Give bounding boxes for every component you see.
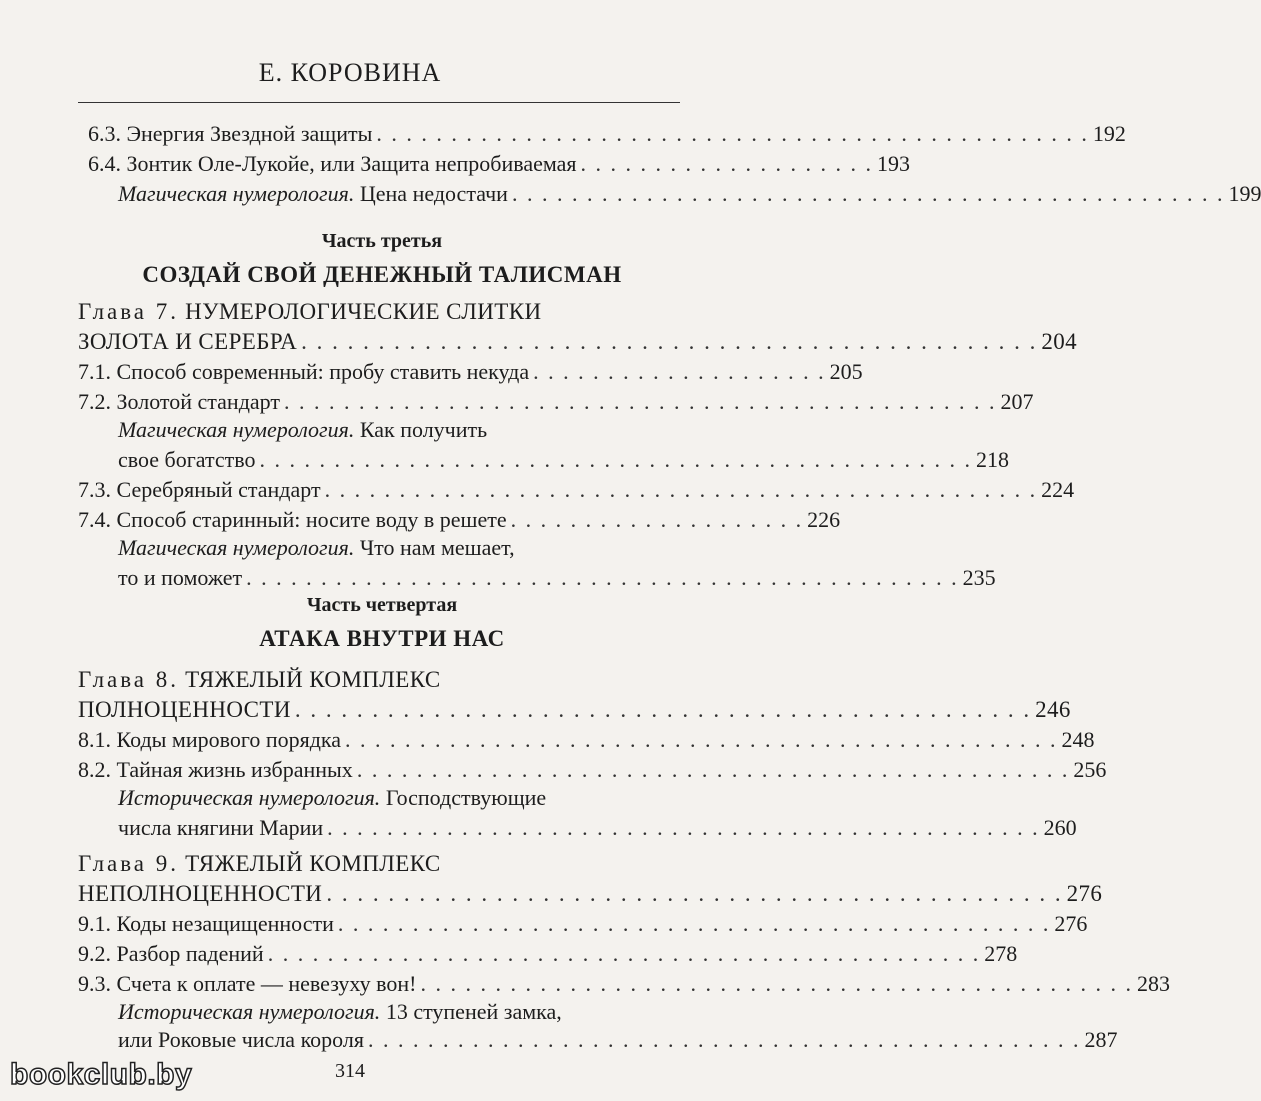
toc-entry-hist-9-cont: или Роковые числа короля . . . . . . . . . . . . . . . . . . . . . . . . . . . . . . . . . . . . . . . . . . . . . . . . 287 xyxy=(78,1024,686,1056)
part-label: Часть третья xyxy=(321,230,443,252)
chapter-8-heading: Глава 8. ТЯЖЕЛЫЙ КОМПЛЕКС xyxy=(78,667,441,692)
toc-entry-7-1: 7.1. Способ современный: пробу ставить некуда . . . . . . . . . . . . . . . . . . . . 205 xyxy=(78,356,686,388)
toc-entry-hist-8: Историческая нумерология. Господствующие xyxy=(118,785,547,810)
toc-entry-9-3: 9.3. Счета к оплате — невезуху вон! . . . . . . . . . . . . . . . . . . . . . . . . . . . . . . . . . . . . . . . . . . . . . . . . 283 xyxy=(78,968,686,1000)
toc-entry-8-1: 8.1. Коды мирового порядка . . . . . . . . . . . . . . . . . . . . . . . . . . . . . . . . . . . . . . . . . . . . . . . . 248 xyxy=(78,724,686,756)
page-ref: 283 xyxy=(1136,971,1170,996)
toc-entry-hist-9: Историческая нумерология. 13 ступеней замка, xyxy=(118,999,562,1024)
dot-leader: . . . . . . . . . . . . . . . . . . . . . . . . . . . . . . . . . . . . . . . . . . . . . . . . xyxy=(420,971,1133,996)
dot-leader: . . . . . . . . . . . . . . . . . . . . . . . . . . . . . . . . . . . . . . . . . . . . . . . . xyxy=(327,815,1040,840)
dot-leader: . . . . . . . . . . . . . . . . . . . . . . . . . . . . . . . . . . . . . . . . . . . . . . . . xyxy=(267,941,981,966)
toc-entry-magic-7a: Магическая нумерология. Как получить xyxy=(118,417,488,442)
dot-leader: . . . . . . . . . . . . . . . . . . . . . . . . . . . . . . . . . . . . . . . . . . . . . . . . xyxy=(345,727,1058,752)
part-title: СОЗДАЙ СВОЙ ДЕНЕЖНЫЙ ТАЛИСМАН xyxy=(142,262,622,287)
dot-leader: . . . . . . . . . . . . . . . . . . . . . . . . . . . . . . . . . . . . . . . . . . . . . . . . xyxy=(367,1027,1081,1052)
page-ref: 278 xyxy=(984,941,1018,966)
toc-entry-hist-8-cont: числа княгини Марии . . . . . . . . . . . . . . . . . . . . . . . . . . . . . . . . . . . . . . . . . . . . . . . . 260 xyxy=(78,812,686,844)
page-number: 314 xyxy=(335,1060,365,1082)
page-ref: 226 xyxy=(807,507,841,532)
header-rule xyxy=(78,102,680,103)
page-ref: 256 xyxy=(1073,757,1107,782)
page-ref: 276 xyxy=(1054,911,1088,936)
page-ref: 192 xyxy=(1092,121,1126,146)
dot-leader: . . . . . . . . . . . . . . . . . . . . . . . . . . . . . . . . . . . . . . . . . . . . . . . . xyxy=(324,477,1038,502)
page-ref: 276 xyxy=(1066,881,1103,906)
toc-entry-7-3: 7.3. Серебряный стандарт . . . . . . . . . . . . . . . . . . . . . . . . . . . . . . . . . . . . . . . . . . . . . . . . 224 xyxy=(78,474,686,506)
chapter-8-heading-cont: ПОЛНОЦЕННОСТИ . . . . . . . . . . . . . . . . . . . . . . . . . . . . . . . . . . . . . . . . . . . . . . . . 246 xyxy=(78,694,686,726)
dot-leader: . . . . . . . . . . . . . . . . . . . . xyxy=(580,151,874,176)
dot-leader: . . . . . . . . . . . . . . . . . . . . xyxy=(533,359,826,384)
toc-entry-7-4: 7.4. Способ старинный: носите воду в решете . . . . . . . . . . . . . . . . . . . . 226 xyxy=(78,504,686,536)
dot-leader: . . . . . . . . . . . . . . . . . . . . . . . . . . . . . . . . . . . . . . . . . . . . . . . . xyxy=(326,881,1063,906)
toc-entry-magic-6: Магическая нумерология. Цена недостачи . . . . . . . . . . . . . . . . . . . . . . . . . . . . . . . . . . . . . . . . . . . . . . . . 199 xyxy=(78,178,686,210)
toc-entry-magic-7a-cont: свое богатство . . . . . . . . . . . . . . . . . . . . . . . . . . . . . . . . . . . . . . . . . . . . . . . . 218 xyxy=(78,444,686,476)
dot-leader: . . . . . . . . . . . . . . . . . . . . . . . . . . . . . . . . . . . . . . . . . . . . . . . . xyxy=(246,565,959,590)
page-ref: 287 xyxy=(1084,1027,1118,1052)
chapter-7-heading: Глава 7. НУМЕРОЛОГИЧЕСКИЕ СЛИТКИ xyxy=(78,299,542,324)
toc-entry-8-2: 8.2. Тайная жизнь избранных . . . . . . . . . . . . . . . . . . . . . . . . . . . . . . . . . . . . . . . . . . . . . . . . 256 xyxy=(78,754,686,786)
toc-entry-9-1: 9.1. Коды незащищенности . . . . . . . . . . . . . . . . . . . . . . . . . . . . . . . . . . . . . . . . . . . . . . . . 276 xyxy=(78,908,686,940)
page-ref: 246 xyxy=(1035,697,1071,722)
dot-leader: . . . . . . . . . . . . . . . . . . . . . . . . . . . . . . . . . . . . . . . . . . . . . . . . xyxy=(301,329,1038,354)
page-ref: 204 xyxy=(1041,329,1078,354)
running-header: Е. КОРОВИНА xyxy=(258,58,442,87)
toc-entry-6-3: 6.3. Энергия Звездной защиты . . . . . . . . . . . . . . . . . . . . . . . . . . . . . . . . . . . . . . . . . . . . . . . . 192 xyxy=(78,118,686,150)
page-ref: 224 xyxy=(1041,477,1075,502)
page-ref: 205 xyxy=(829,359,863,384)
chapter-9-heading-cont: НЕПОЛНОЦЕННОСТИ . . . . . . . . . . . . . . . . . . . . . . . . . . . . . . . . . . . . . . . . . . . . . . . . 276 xyxy=(78,878,686,910)
toc-entry-9-2: 9.2. Разбор падений . . . . . . . . . . . . . . . . . . . . . . . . . . . . . . . . . . . . . . . . . . . . . . . . 278 xyxy=(78,938,686,970)
toc-entry-7-2: 7.2. Золотой стандарт . . . . . . . . . . . . . . . . . . . . . . . . . . . . . . . . . . . . . . . . . . . . . . . . 207 xyxy=(78,386,686,418)
toc-entry-magic-7b-cont: то и поможет . . . . . . . . . . . . . . . . . . . . . . . . . . . . . . . . . . . . . . . . . . . . . . . . 235 xyxy=(78,562,686,594)
watermark-logo: bookclub.by xyxy=(10,1058,193,1091)
page-ref: 235 xyxy=(962,565,996,590)
dot-leader: . . . . . . . . . . . . . . . . . . . . . . . . . . . . . . . . . . . . . . . . . . . . . . . . xyxy=(376,121,1089,146)
page-ref: 248 xyxy=(1061,727,1095,752)
chapter-9-heading: Глава 9. ТЯЖЕЛЫЙ КОМПЛЕКС xyxy=(78,851,441,876)
part-label: Часть четвертая xyxy=(306,594,458,616)
page-ref: 199 xyxy=(1228,181,1261,206)
dot-leader: . . . . . . . . . . . . . . . . . . . . . . . . . . . . . . . . . . . . . . . . . . . . . . . . xyxy=(294,697,1032,722)
dot-leader: . . . . . . . . . . . . . . . . . . . . . . . . . . . . . . . . . . . . . . . . . . . . . . . . xyxy=(356,757,1070,782)
page-ref: 218 xyxy=(975,447,1009,472)
page-ref: 193 xyxy=(877,151,911,176)
page-ref: 207 xyxy=(1000,389,1034,414)
toc-entry-6-4: 6.4. Зонтик Оле-Лукойе, или Защита непробиваемая . . . . . . . . . . . . . . . . . . . . 193 xyxy=(78,148,686,180)
part-title: АТАКА ВНУТРИ НАС xyxy=(259,626,505,651)
dot-leader: . . . . . . . . . . . . . . . . . . . . . . . . . . . . . . . . . . . . . . . . . . . . . . . . xyxy=(337,911,1051,936)
dot-leader: . . . . . . . . . . . . . . . . . . . . . . . . . . . . . . . . . . . . . . . . . . . . . . . . xyxy=(284,389,997,414)
dot-leader: . . . . . . . . . . . . . . . . . . . . xyxy=(510,507,804,532)
dot-leader: . . . . . . . . . . . . . . . . . . . . . . . . . . . . . . . . . . . . . . . . . . . . . . . . xyxy=(511,181,1225,206)
chapter-7-heading-cont: ЗОЛОТА И СЕРЕБРА . . . . . . . . . . . . . . . . . . . . . . . . . . . . . . . . . . . . . . . . . . . . . . . . 204 xyxy=(78,326,686,358)
dot-leader: . . . . . . . . . . . . . . . . . . . . . . . . . . . . . . . . . . . . . . . . . . . . . . . . xyxy=(259,447,972,472)
toc-entry-magic-7b: Магическая нумерология. Что нам мешает, xyxy=(118,535,515,560)
page-ref: 260 xyxy=(1043,815,1077,840)
